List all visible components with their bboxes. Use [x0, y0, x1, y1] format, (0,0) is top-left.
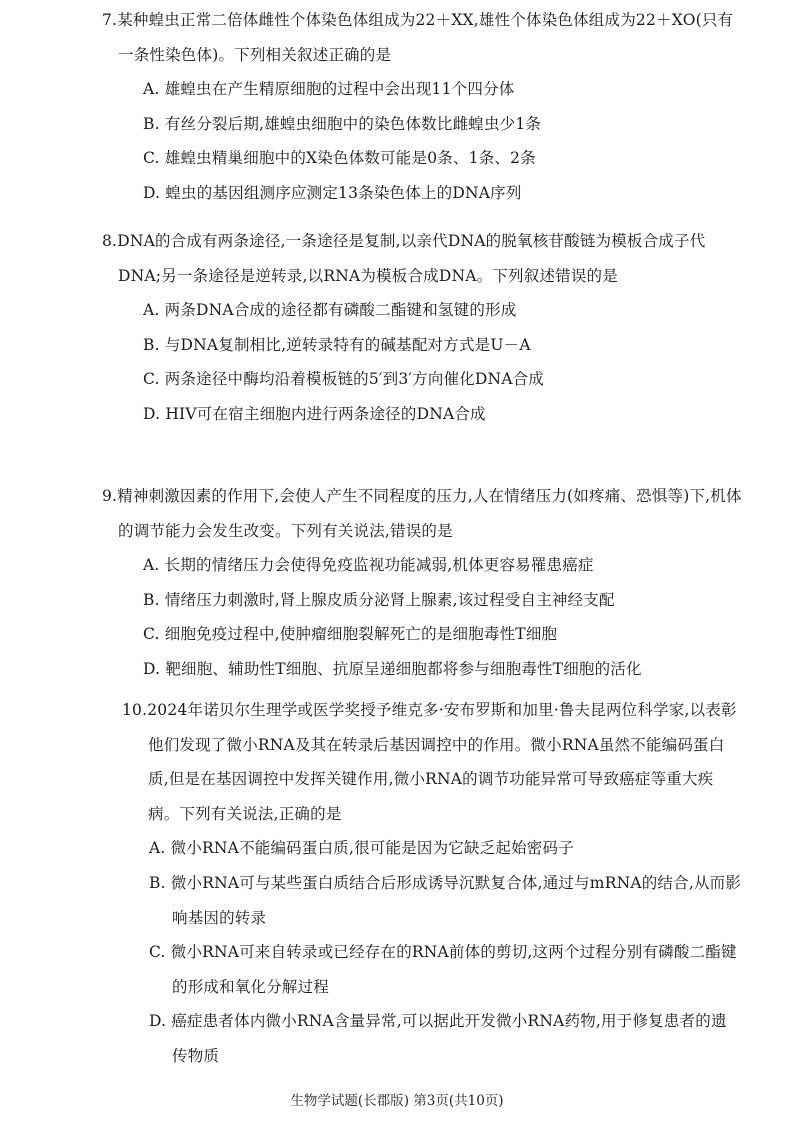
option-c: C. 雄蝗虫精巢细胞中的X染色体数可能是0条、1条、2条 [143, 149, 536, 168]
option-a: A. 长期的情绪压力会使得免疫监视功能减弱,机体更容易罹患癌症 [143, 556, 594, 575]
question-8 [0, 224, 794, 432]
option-a: A. 雄蝗虫在产生精原细胞的过程中会出现11个四分体 [143, 80, 515, 99]
question-10 [0, 693, 794, 1074]
option-b: B. 情绪压力刺激时,肾上腺皮质分泌肾上腺素,该过程受自主神经支配 [143, 590, 615, 609]
question-stem: 7.某种蝗虫正常二倍体雌性个体染色体组成为22＋XX,雄性个体染色体组成为22＋XO(只有一条性染色体)。下列相关叙述正确的是 [102, 11, 734, 64]
option-b: B. 微小RNA可与某些蛋白质结合后形成诱导沉默复合体,通过与mRNA的结合,从而影响基因的转录 [149, 873, 742, 927]
option-a: A. 两条DNA合成的途径都有磷酸二酯键和氢键的形成 [143, 301, 517, 320]
option-d: D. 蝗虫的基因组测序应测定13条染色体上的DNA序列 [143, 183, 522, 202]
option-d: D. 癌症患者体内微小RNA含量异常,可以据此开发微小RNA药物,用于修复患者的遗传物质 [149, 1012, 727, 1065]
option-b: B. 与DNA复制相比,逆转录特有的碱基配对方式是U－A [143, 335, 531, 354]
option-a: A. 微小RNA不能编码蛋白质,很可能是因为它缺乏起始密码子 [149, 839, 574, 858]
option-c: C. 细胞免疫过程中,使肿瘤细胞裂解死亡的是细胞毒性T细胞 [143, 625, 558, 644]
question-7 [0, 3, 794, 211]
option-c: C. 微小RNA可来自转录或已经存在的RNA前体的剪切,这两个过程分别有磷酸二酯键的形成和氧化分解过程 [149, 943, 737, 996]
option-d: D. 靶细胞、辅助性T细胞、抗原呈递细胞都将参与细胞毒性T细胞的活化 [143, 659, 642, 678]
question-stem: 8.DNA的合成有两条途径,一条途径是复制,以亲代DNA的脱氧核苷酸链为模板合成子代DNA;另一条途径是逆转录,以RNA为模板合成DNA。下列叙述错误的是 [102, 232, 706, 285]
option-b: B. 有丝分裂后期,雄蝗虫细胞中的染色体数比雌蝗虫少1条 [143, 114, 542, 133]
question-stem: 9.精神刺激因素的作用下,会使人产生不同程度的压力,人在情绪压力(如疼痛、恐惧等)下,机体的调节能力会发生改变。下列有关说法,错误的是 [102, 487, 742, 540]
question-stem: 10.2024年诺贝尔生理学或医学奖授予维克多·安布罗斯和加里·鲁夫昆两位科学家,以表彰他们发现了微小RNA及其在转录后基因调控中的作用。微小RNA虽然不能编码蛋白质,但是在基因调控中发挥关键作用,微小RNA的调节功能异常可导致癌症等重大疾病。下列有关说法,正确的是 [122, 701, 737, 823]
page-footer: 生物学试题(长郡版) 第3页(共10页) [290, 1093, 504, 1109]
question-9 [0, 479, 794, 687]
option-c: C. 两条途径中酶均沿着模板链的5′到3′方向催化DNA合成 [143, 370, 545, 389]
option-d: D. HIV可在宿主细胞内进行两条途径的DNA合成 [143, 404, 486, 423]
